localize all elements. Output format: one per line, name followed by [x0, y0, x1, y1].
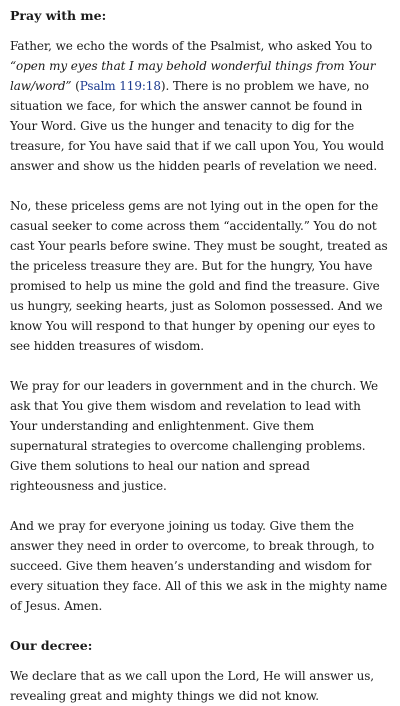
- prayer-paragraph-1: [10, 36, 390, 176]
- ref-open-paren: (: [71, 79, 80, 93]
- prayer-paragraph-3: We pray for our leaders in government and in the church. We ask that You give them wisdom and revelation to lead with Your understanding and enlightenment. Give them supernatural strategies to overcome challenging problems. Give them solutions to heal our nation and spread righteousness and justice.: [10, 379, 378, 493]
- prayer-paragraph-4: And we pray for everyone joining us today. Give them the answer they need in order to overcome, to break through, to succeed. Give them heaven’s understanding and wisdom for every situation they face. All of this we ask in the mighty name of Jesus. Amen.: [10, 519, 388, 613]
- prayer-intro-text: Father, we echo the words of the Psalmist, who asked You to: [10, 39, 373, 53]
- prayer-heading: Pray with me:: [10, 8, 107, 23]
- scripture-quote: “open my eyes that I may behold wonderful things from Your law/word”: [10, 59, 376, 93]
- prayer-paragraph-1-rest: ). There is no problem we have, no situation we face, for which the answer cannot be found in Your Word. Give us the hunger and tenacity to dig for the treasure, for You have said that if we call upon You, You would answer and show us the hidden pearls of revelation we need.: [10, 79, 384, 173]
- prayer-paragraph-2: No, these priceless gems are not lying out in the open for the casual seeker to come across them “accidentally.” You do not cast Your pearls before swine. They must be sought, treated as the priceless treasure they are. But for the hungry, You have promised to help us mine the gold and find the treasure. Give us hungry, seeking hearts, just as Solomon possessed. And we know You will respond to that hunger by opening our eyes to see hidden treasures of wisdom.: [10, 199, 388, 353]
- decree-paragraph: We declare that as we call upon the Lord, He will answer us, revealing great and mighty things we did not know.: [10, 669, 374, 703]
- decree-heading: Our decree:: [10, 638, 93, 653]
- scripture-reference-link[interactable]: Psalm 119:18: [79, 79, 161, 93]
